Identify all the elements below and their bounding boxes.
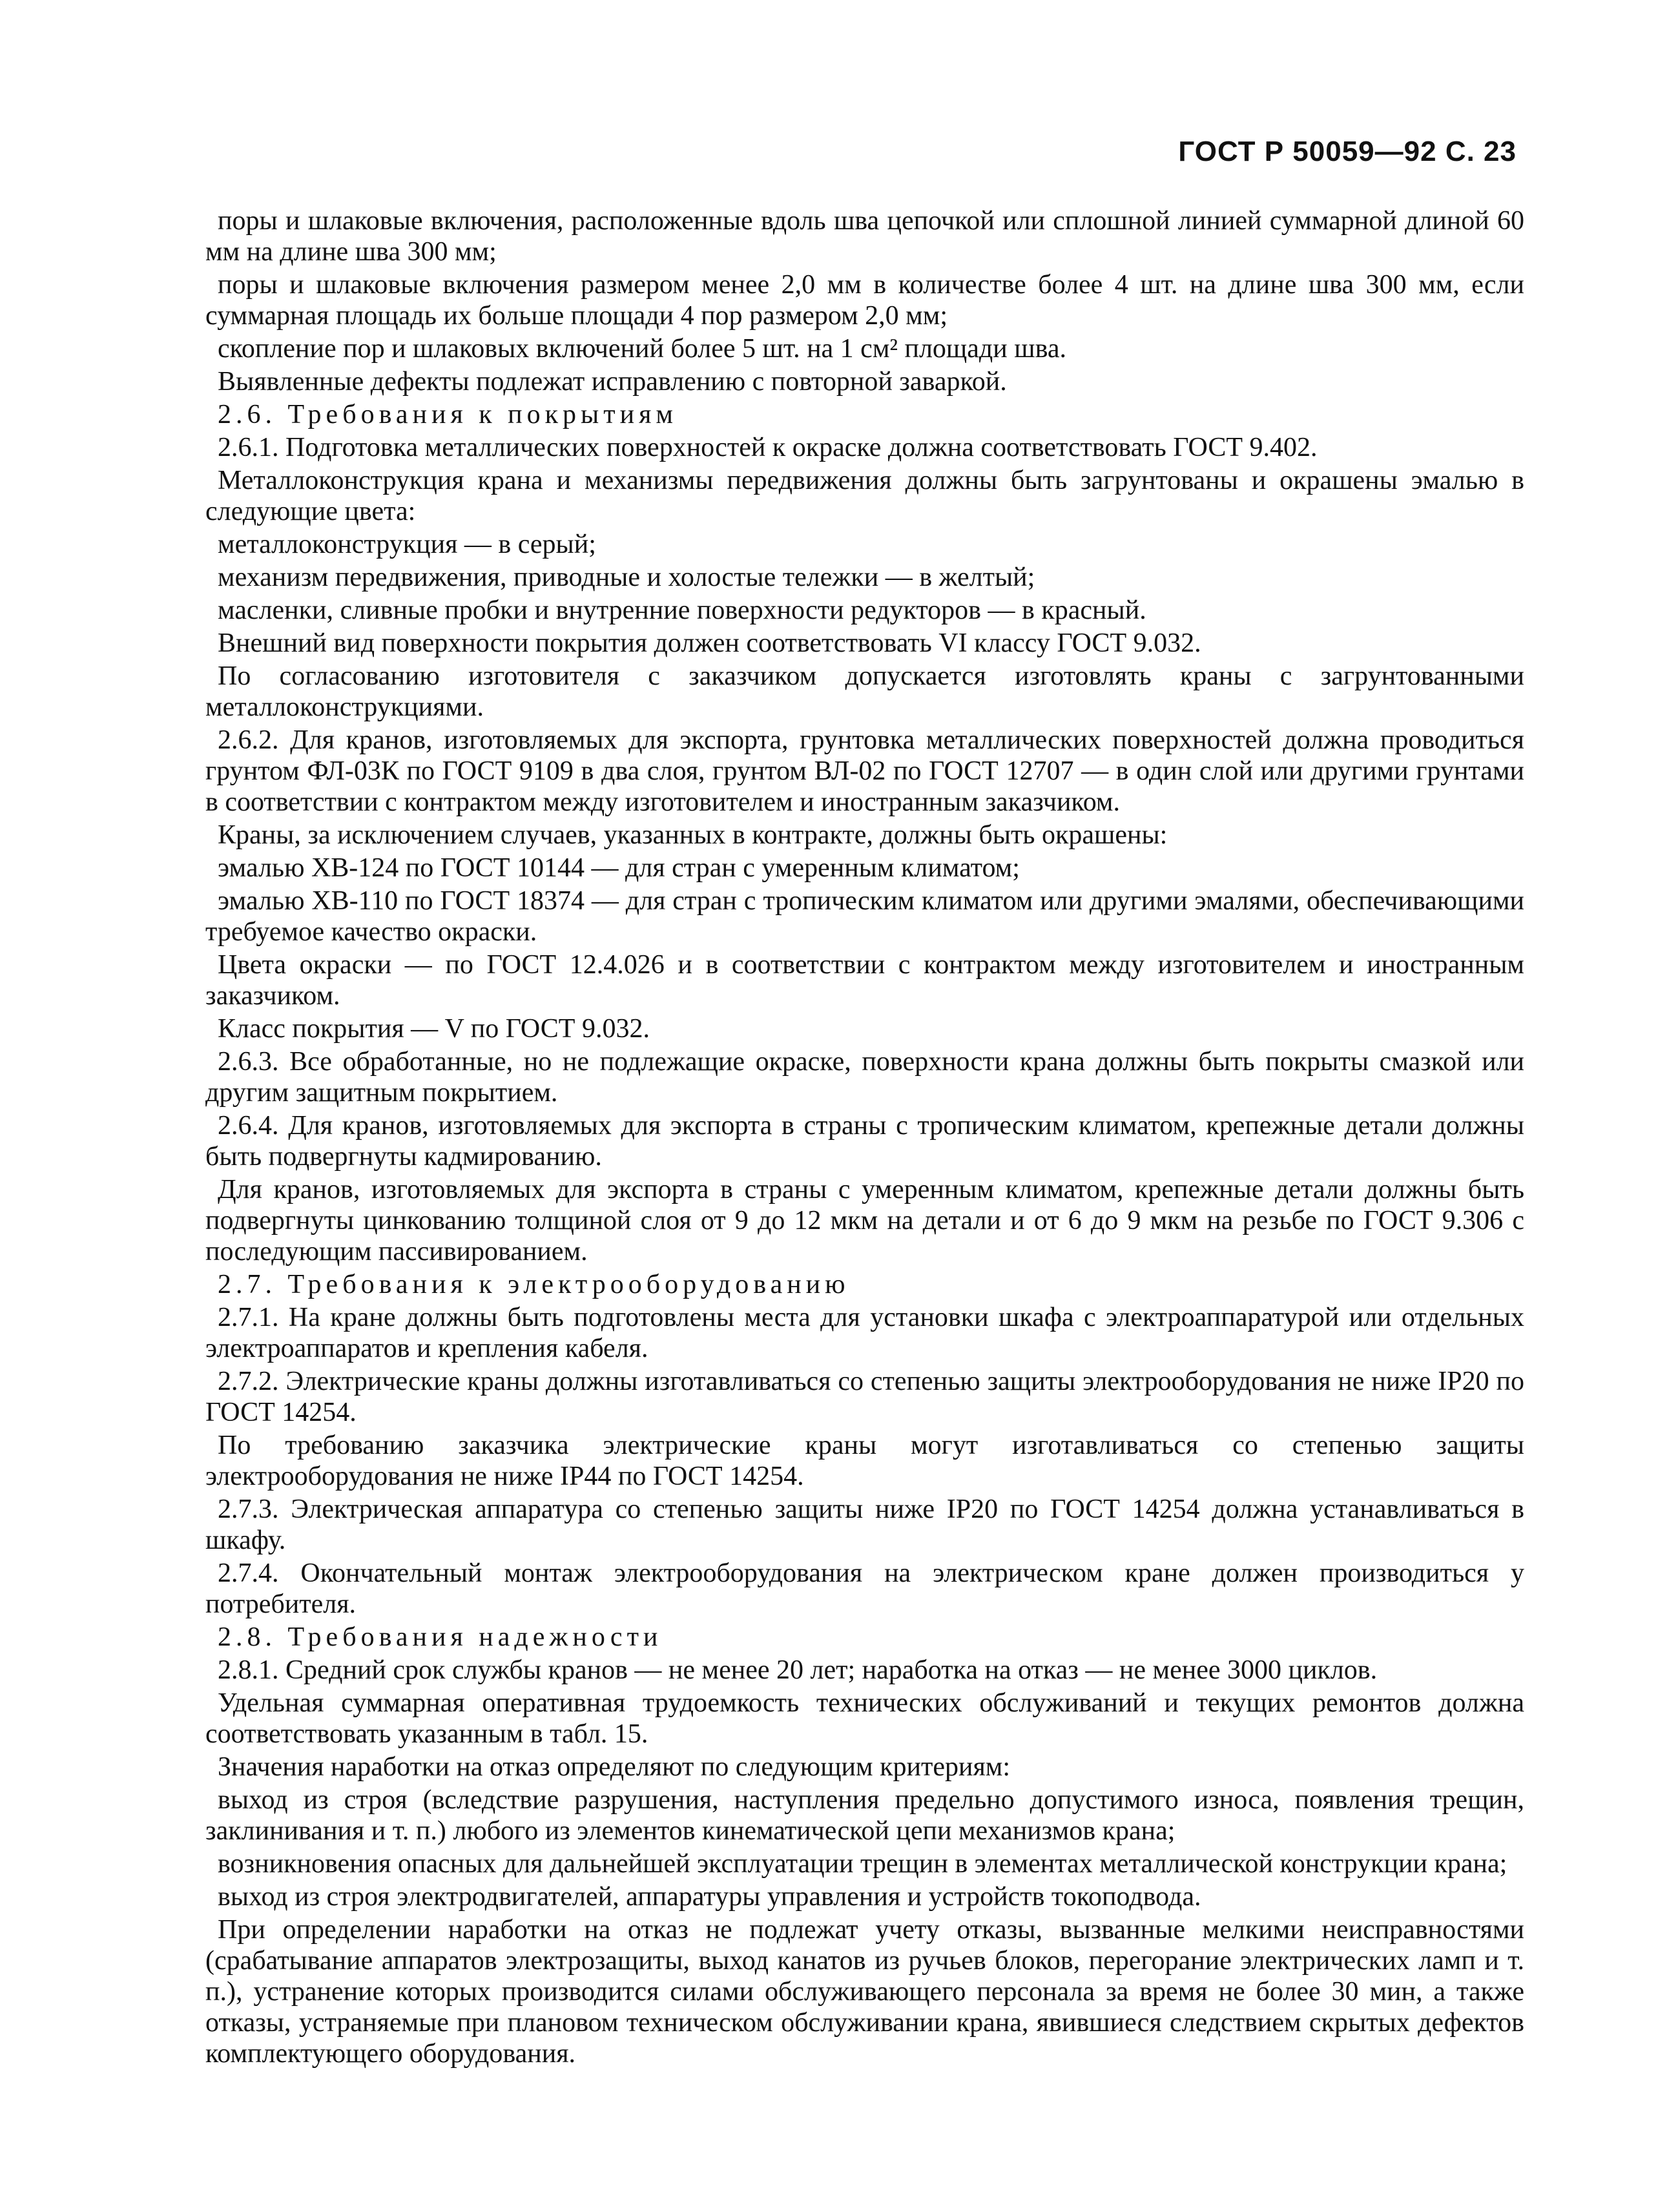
body-text bbox=[205, 205, 1524, 2071]
paragraph: 2.6.1. Подготовка металлических поверхностей к окраске должна соответствовать ГОСТ 9.402. bbox=[218, 433, 1318, 462]
list-item: выход из строя (вследствие разрушения, наступления предельно допустимого износа, появления трещин, заклинивания и т. п.) любого из элементов кинематической цепи механизмов крана; bbox=[205, 1785, 1524, 1846]
paragraph: Цвета окраски — по ГОСТ 12.4.026 и в соответствии с контрактом между изготовителем и иностранным заказчиком. bbox=[205, 950, 1524, 1011]
paragraph: 2.7.1. На кране должны быть подготовлены места для установки шкафа с электроаппаратурой или отдельных электроаппаратов и крепления кабеля. bbox=[205, 1303, 1524, 1363]
list-item: эмалью ХВ-110 по ГОСТ 18374 — для стран с тропическим климатом или другими эмалями, обеспечивающими требуемое качество окраски. bbox=[205, 886, 1524, 947]
paragraph: Выявленные дефекты подлежат исправлению с повторной заваркой. bbox=[218, 367, 1007, 397]
running-header: ГОСТ Р 50059—92 С. 23 bbox=[1178, 136, 1517, 167]
section-heading: 2.7. Требования к электрооборудованию bbox=[218, 1270, 850, 1299]
list-item: масленки, сливные пробки и внутренние поверхности редукторов — в красный. bbox=[218, 595, 1146, 625]
paragraph: 2.6.2. Для кранов, изготовляемых для экспорта, грунтовка металлических поверхностей должна проводиться грунтом ФЛ-03К по ГОСТ 9109 в два слоя, грунтом ВЛ-02 по ГОСТ 12707 — в один слой или другими грунтами в соответствии с контрактом между изготовителем и иностранным заказчиком. bbox=[205, 725, 1524, 817]
paragraph: Класс покрытия — V по ГОСТ 9.032. bbox=[218, 1014, 650, 1044]
list-item: эмалью ХВ-124 по ГОСТ 10144 — для стран с умеренным климатом; bbox=[218, 853, 1020, 883]
paragraph: При определении наработки на отказ не подлежат учету отказы, вызванные мелкими неисправностями (срабатывание аппаратов электрозащиты, выход канатов из ручьев блоков, перегорание электрических ламп и т. п.), устранение которых производится силами обслуживающего персонала за время не более 30 мин, а также отказы, устраняемые при плановом техническом обслуживании крана, явившиеся следствием скрытых дефектов комплектующего оборудования. bbox=[205, 1915, 1524, 2069]
paragraph: Для кранов, изготовляемых для экспорта в страны с умеренным климатом, крепежные детали должны быть подвергнуты цинкованию толщиной слоя от 9 до 12 мкм на детали и от 6 до 9 мкм на резьбе по ГОСТ 9.306 с последующим пассивированием. bbox=[205, 1175, 1524, 1266]
list-item: выход из строя электродвигателей, аппаратуры управления и устройств токоподвода. bbox=[218, 1882, 1201, 1912]
section-heading: 2.8. Требования надежности bbox=[218, 1622, 663, 1652]
section-heading: 2.6. Требования к покрытиям bbox=[218, 400, 678, 429]
list-item: механизм передвижения, приводные и холостые тележки — в желтый; bbox=[218, 563, 1035, 592]
list-item: металлоконструкция — в серый; bbox=[218, 530, 596, 559]
paragraph: Металлоконструкция крана и механизмы передвижения должны быть загрунтованы и окрашены эмалью в следующие цвета: bbox=[205, 466, 1524, 526]
paragraph: По согласованию изготовителя с заказчиком допускается изготовлять краны с загрунтованными металлоконструкциями. bbox=[205, 661, 1524, 722]
paragraph: 2.7.3. Электрическая аппаратура со степенью защиты ниже IP20 по ГОСТ 14254 должна устанавливаться в шкафу. bbox=[205, 1494, 1524, 1555]
paragraph: скопление пор и шлаковых включений более 5 шт. на 1 см² площади шва. bbox=[218, 334, 1067, 364]
paragraph: 2.7.2. Электрические краны должны изготавливаться со степенью защиты электрооборудования не ниже IP20 по ГОСТ 14254. bbox=[205, 1367, 1524, 1427]
paragraph: По требованию заказчика электрические краны могут изготавливаться со степенью защиты электрооборудования не ниже IP44 по ГОСТ 14254. bbox=[205, 1431, 1524, 1491]
paragraph: поры и шлаковые включения размером менее 2,0 мм в количестве более 4 шт. на длине шва 300 мм, если суммарная площадь их больше площади 4 пор размером 2,0 мм; bbox=[205, 270, 1524, 331]
paragraph: 2.6.4. Для кранов, изготовляемых для экспорта в страны с тропическим климатом, крепежные детали должны быть подвергнуты кадмированию. bbox=[205, 1111, 1524, 1172]
paragraph: Удельная суммарная оперативная трудоемкость технических обслуживаний и текущих ремонтов должна соответствовать указанным в табл. 15. bbox=[205, 1688, 1524, 1749]
paragraph: Внешний вид поверхности покрытия должен соответствовать VI классу ГОСТ 9.032. bbox=[218, 628, 1201, 658]
paragraph: 2.8.1. Средний срок службы кранов — не менее 20 лет; наработка на отказ — не менее 3000 циклов. bbox=[218, 1655, 1378, 1685]
list-item: возникновения опасных для дальнейшей эксплуатации трещин в элементах металлической конструкции крана; bbox=[218, 1849, 1507, 1879]
paragraph: Значения наработки на отказ определяют по следующим критериям: bbox=[218, 1752, 1011, 1782]
paragraph: поры и шлаковые включения, расположенные вдоль шва цепочкой или сплошной линией суммарной длиной 60 мм на длине шва 300 мм; bbox=[205, 206, 1524, 267]
paragraph: Краны, за исключением случаев, указанных в контракте, должны быть окрашены: bbox=[218, 820, 1168, 850]
paragraph: 2.7.4. Окончательный монтаж электрооборудования на электрическом кране должен производиться у потребителя. bbox=[205, 1558, 1524, 1619]
paragraph: 2.6.3. Все обработанные, но не подлежащие окраске, поверхности крана должны быть покрыты смазкой или другим защитным покрытием. bbox=[205, 1047, 1524, 1108]
